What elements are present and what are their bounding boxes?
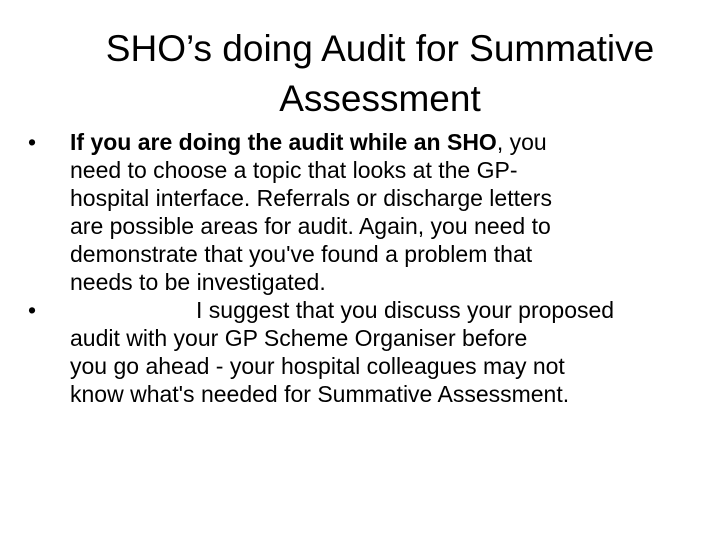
title-line-2: Assessment xyxy=(279,78,481,119)
slide-title xyxy=(40,24,720,124)
bullet-1-line-3: hospital interface. Referrals or discharge letters xyxy=(70,185,552,211)
bullet-1-line-2: need to choose a topic that looks at the GP- xyxy=(70,157,518,183)
bullet-1-bold-lead: If you are doing the audit while an SHO xyxy=(70,129,497,155)
bullet-2-line-1-text: I suggest that you discuss your proposed xyxy=(196,297,615,323)
bullet-2-line-4: know what's needed for Summative Assessment. xyxy=(70,381,570,407)
bullet-1-line-6: needs to be investigated. xyxy=(70,269,326,295)
bullet-item-1 xyxy=(28,128,708,296)
bullet-marker: • xyxy=(28,129,37,155)
bullet-1-line-5: demonstrate that you've found a problem that xyxy=(70,241,533,267)
bullet-1-line-4: are possible areas for audit. Again, you need to xyxy=(70,213,551,239)
title-line-1: SHO’s doing Audit for Summative xyxy=(105,28,655,69)
bullet-list xyxy=(28,128,708,408)
bullet-1-line-1 xyxy=(70,128,708,156)
bullet-2-line-1 xyxy=(70,296,708,324)
bullet-marker: • xyxy=(28,297,37,323)
bullet-2-line-2: audit with your GP Scheme Organiser before xyxy=(70,325,528,351)
bullet-2-line-3: you go ahead - your hospital colleagues may not xyxy=(70,353,565,379)
bullet-1-line-1-rest: , you xyxy=(496,129,547,155)
bullet-item-2 xyxy=(28,296,708,408)
